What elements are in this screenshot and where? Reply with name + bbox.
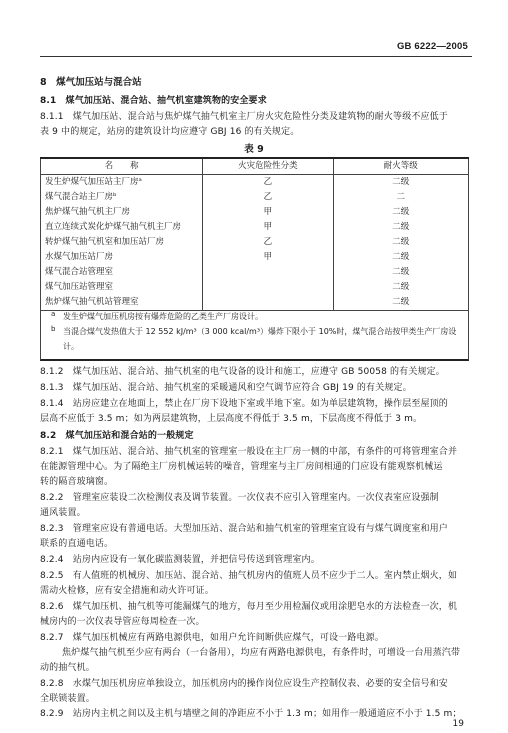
table-row [41, 235, 469, 250]
clause-8-2-3-line2: 联系的直通电话。 [40, 539, 114, 549]
header-name: 名 称 [41, 158, 203, 175]
clause-8-1-1-line1: 8.1.1 煤气加压站、混合站与焦炉煤气抽气机室主厂房火灾危险性分类及建筑物的耐火等级不应低于 [40, 112, 448, 122]
table-note-a [51, 309, 458, 324]
clause-8-2-5-line1: 8.2.5 有人值班的机械房、加压站、混合站、抽气机房内的值班人员不应少于二人。室内禁止烟火，如 [40, 571, 458, 581]
clause-8-2-4: 8.2.4 站房内应设有一氧化碳监测装置，并把信号传送到管理室内。 [40, 555, 320, 565]
clause-8-1-4-line1: 8.1.4 站房应建立在地面上，禁止在厂房下设地下室或半地下室。如为单层建筑物，操作层至屋顶的 [40, 399, 448, 409]
cell-rating: 二级 [333, 235, 468, 250]
note-text: 发生炉煤气加压机房按有爆炸危险的乙类生产厂房设计。 [63, 312, 263, 321]
table-row [41, 205, 469, 220]
clause-8-2-9: 8.2.9 站房内主机之间以及主机与墙壁之间的净距应不小于 1.3 m；如用作一般通道应不小于 1.5 m； [40, 709, 462, 719]
cell-name: 煤气加压站管理室 [41, 280, 203, 295]
cell-name: 煤气混合站主厂房ᵇ [41, 190, 203, 205]
cell-name: 焦炉煤气抽气机主厂房 [41, 205, 203, 220]
cell-rating: 二级 [333, 250, 468, 265]
cell-hazard: 乙 [203, 190, 333, 205]
cell-hazard [203, 265, 333, 280]
clause-8-2-7-line1: 8.2.7 煤气加压机械应有两路电源供电，如用户允许间断供应煤气，可设一路电源。 [40, 633, 384, 643]
clause-8-1-title: 8.1 煤气加压站、混合站、抽气机室建筑物的安全要求 [40, 96, 267, 106]
clause-8-1-2: 8.1.2 煤气加压站、混合站、抽气机室的电气设备的设计和施工，应遵守 GB 50058 的有关规定。 [40, 367, 445, 377]
cell-name: 煤气混合站管理室 [41, 265, 203, 280]
clause-8-2-6-line2: 械房内的一次仪表导管应每周检查一次。 [40, 617, 205, 627]
cell-rating: 二级 [333, 295, 468, 311]
cell-rating: 二级 [333, 220, 468, 235]
table-header-row [41, 158, 469, 175]
clause-8-1-1-line2: 表 9 中的规定，站房的建筑设计均应遵守 GBJ 16 的有关规定。 [40, 127, 300, 137]
table-row [41, 190, 469, 205]
note-text: 当混合煤气发热值大于 12 552 kJ/m³（3 000 kcal/m³）爆炸下限小于 10%时，煤气混合站按甲类生产厂房设计。 [63, 327, 457, 351]
cell-rating: 二级 [333, 175, 468, 191]
cell-hazard: 乙 [203, 175, 333, 191]
clause-8-2-6-line1: 8.2.6 煤气加压机、抽气机等可能漏煤气的地方，每月至少用检漏仪或用涂肥皂水的方法检查一次，机 [40, 602, 458, 612]
note-marker: b [51, 325, 56, 333]
header-rule [40, 56, 472, 57]
clause-8-2-1-line3: 转的隔音玻璃窗。 [40, 477, 114, 487]
clause-8-1-3: 8.1.3 煤气加压站、混合站、抽气机室的采暖通风和空气调节应符合 GBJ 19 的有关规定。 [40, 383, 412, 393]
cell-hazard: 乙 [203, 235, 333, 250]
section-title: 8 煤气加压站与混合站 [40, 77, 142, 88]
clause-8-2-7-line2-text: 焦炉煤气抽气机至少应有两台（一台备用），均应有两路电源供电，有条件时，可增设一台用蒸汽带 [62, 648, 461, 658]
cell-rating: 二级 [333, 205, 468, 220]
clause-8-2-5-line2: 需动火检修，应有安全措施和动火许可证。 [40, 586, 214, 596]
cell-hazard: 甲 [203, 220, 333, 235]
cell-rating: 二 [333, 190, 468, 205]
clause-8-2-1-line2: 在能源管理中心。为了隔绝主厂房机械运转的噪音，管理室与主厂房间相通的门应设有能观察机械运 [40, 462, 443, 472]
cell-name: 直立连续式炭化炉煤气抽气机主厂房 [41, 220, 203, 235]
table-row [41, 250, 469, 265]
cell-hazard: 甲 [203, 205, 333, 220]
table-note-b [51, 324, 458, 354]
clause-8-1-4-line2: 层高不应低于 3.5 m；如为两层建筑物，上层高度不得低于 3.5 m，下层高度不得低于 3 m。 [40, 414, 423, 424]
page-number: 19 [452, 719, 464, 729]
table-row [41, 220, 469, 235]
header-fire-rating: 耐火等级 [333, 158, 468, 175]
clause-8-2-7-line3: 动的抽气机。 [40, 663, 95, 673]
clause-8-2-8-line2: 全联锁装置。 [40, 694, 95, 704]
note-marker: a [51, 310, 56, 318]
clause-8-2-1-line1: 8.2.1 煤气加压站、混合站、抽气机室的管理室一般设在主厂房一侧的中部，有条件的可将管理室合并 [40, 447, 458, 457]
table-caption: 表 9 [244, 144, 264, 155]
table-row [41, 265, 469, 280]
cell-name: 水煤气加压站厂房 [41, 250, 203, 265]
cell-rating: 二级 [333, 265, 468, 280]
clause-8-2-2-line2: 通风装置。 [40, 508, 86, 518]
table-row [41, 280, 469, 295]
table-notes [40, 307, 469, 361]
clause-8-2-3-line1: 8.2.3 管理室应设有普通电话。大型加压站、混合站和抽气机室的管理室宜设有与煤气调度室和用户 [40, 524, 448, 534]
cell-name: 转炉煤气抽气机室和加压站厂房 [41, 235, 203, 250]
clause-8-2-7-line2 [40, 646, 470, 661]
clause-8-2-title: 8.2 煤气加压站和混合站的一般规定 [40, 431, 194, 441]
cell-hazard [203, 280, 333, 295]
header-hazard-class: 火灾危险性分类 [203, 158, 333, 175]
clause-8-2-8-line1: 8.2.8 水煤气加压机房应单独设立，加压机房内的操作岗位应设生产控制仪表、必要的安全信号和安 [40, 679, 448, 689]
fire-rating-table [40, 157, 469, 311]
cell-name: 发生炉煤气加压站主厂房ᵃ [41, 175, 203, 191]
cell-name: 焦炉煤气抽气机站管理室 [41, 295, 203, 311]
clause-8-2-2-line1: 8.2.2 管理室应装设二次检测仪表及调节装置。一次仪表不应引入管理室内。一次仪表室应设强制 [40, 493, 439, 503]
standard-number: GB 6222—2005 [396, 41, 468, 52]
cell-rating: 二级 [333, 280, 468, 295]
cell-hazard: 甲 [203, 250, 333, 265]
table-row [41, 175, 469, 191]
